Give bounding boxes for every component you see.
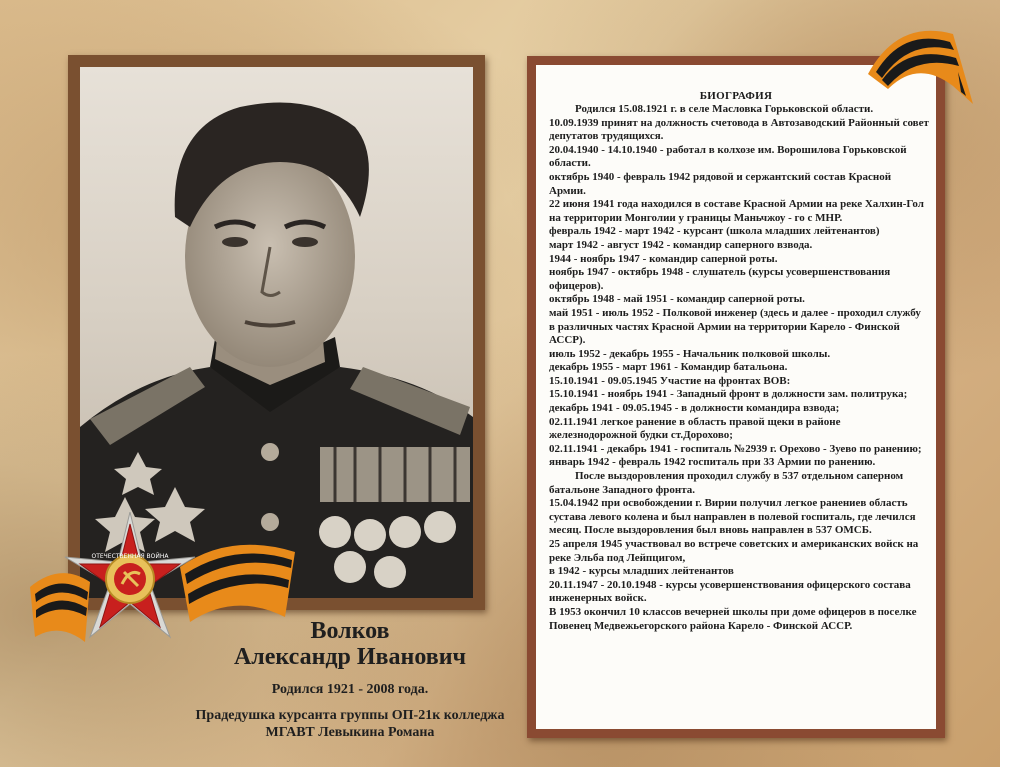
biography-line: январь 1942 - февраль 1942 госпиталь при 33 Армии по ранению. [549, 456, 876, 469]
biography-text [549, 103, 929, 633]
biography-line: 22 июня 1941 года находился в составе Красной Армии на реке Халхин-Гол на территории Монголии у границы Маньчжоу - го с МНР. [549, 198, 924, 224]
biography-line: в 1942 - курсы младших лейтенантов [549, 565, 734, 578]
biography-line: 15.04.1942 при освобождении г. Вирии получил легкое ранениев область сустава левого колена и был направлен в полевой госпиталь, где лечился месяц. После выздоровления был вновь направлен в 537 ОМСБ. [549, 497, 916, 537]
st-george-ribbon-icon [858, 14, 983, 119]
biography-line: февраль 1942 - март 1942 - курсант (школа младших лейтенантов) [549, 225, 880, 238]
dedication-line: Прадедушка курсанта группы ОП-21к колледжа [195, 708, 505, 723]
biography-line: В 1953 окончил 10 классов вечерней школы при доме офицеров в поселке Повенец Медвежьегорского района Карело - Финской АССР. [549, 605, 917, 632]
biography-line: После выздоровления проходил службу в 537 отдельном саперном батальоне Западного фронта. [549, 470, 904, 496]
person-given-names: Александр Иванович [233, 644, 467, 670]
biography-panel [536, 65, 936, 729]
biography-line: ноябрь 1947 - октябрь 1948 - слушатель (курсы усовершенствования офицеров). [549, 266, 891, 292]
biography-line: 15.10.1941 - 09.05.1945 Участие на фронтах ВОВ: [549, 374, 791, 387]
biography-line: декабрь 1941 - 09.05.1945 - в должности командира взвода; [549, 402, 840, 415]
biography-frame [527, 56, 945, 738]
dedication-text [120, 707, 580, 741]
biography-line: Родился 15.08.1921 г. в селе Масловка Горьковской области. [575, 103, 874, 115]
biography-title: БИОГРАФИЯ [699, 90, 773, 102]
biography-line: 15.10.1941 - ноябрь 1941 - Западный фронт в должности зам. политрука; [549, 388, 908, 401]
biography-line: 25 апреля 1945 участвовал во встрече советских и американских войск на реке Эльба под Лейпцигом, [549, 538, 919, 564]
biography-line: декабрь 1955 - март 1961 - Командир батальона. [549, 361, 788, 374]
biography-line: октябрь 1948 - май 1951 - командир саперной роты. [549, 293, 805, 306]
biography-line: октябрь 1940 - февраль 1942 рядовой и сержантский состав Красной Армии. [549, 170, 892, 197]
biography-line: май 1951 - июль 1952 - Полковой инженер (здесь и далее - проходил службу в различных частях Красной Армии на территории Карело - Финской АССР). [549, 306, 921, 347]
biography-line: 20.04.1940 - 14.10.1940 - работал в колхозе им. Ворошилова Горьковской области. [549, 143, 907, 170]
biography-line: март 1942 - август 1942 - командир саперного взвода. [549, 238, 813, 251]
person-name [150, 618, 550, 670]
biography-line: 20.11.1947 - 20.10.1948 - курсы усовершенствования офицерского состава инженерных войск. [549, 578, 911, 605]
biography-line: 10.09.1939 принят на должность счетовода в Автозаводский Районный совет депутатов трудящихся. [549, 116, 929, 143]
biography-line: 02.11.1941 - декабрь 1941 - госпиталь №2939 г. Орехово - Зуево по ранению; [549, 442, 922, 455]
person-years: Родился 1921 - 2008 года. [271, 682, 429, 697]
emblem-ring-text: ОТЕЧЕСТВЕННАЯ ВОЙНА [91, 553, 169, 560]
biography-line: 02.11.1941 легкое ранение в область правой щеки в районе железнодорожной будки ст.Дорохово; [549, 415, 841, 442]
biography-line: июль 1952 - декабрь 1955 - Начальник полковой школы. [549, 347, 831, 360]
person-surname: Волков [310, 618, 390, 644]
biography-line: 1944 - ноябрь 1947 - командир саперной роты. [549, 252, 778, 265]
dedication-line: МГАВТ Левыкина Романа [265, 725, 435, 740]
